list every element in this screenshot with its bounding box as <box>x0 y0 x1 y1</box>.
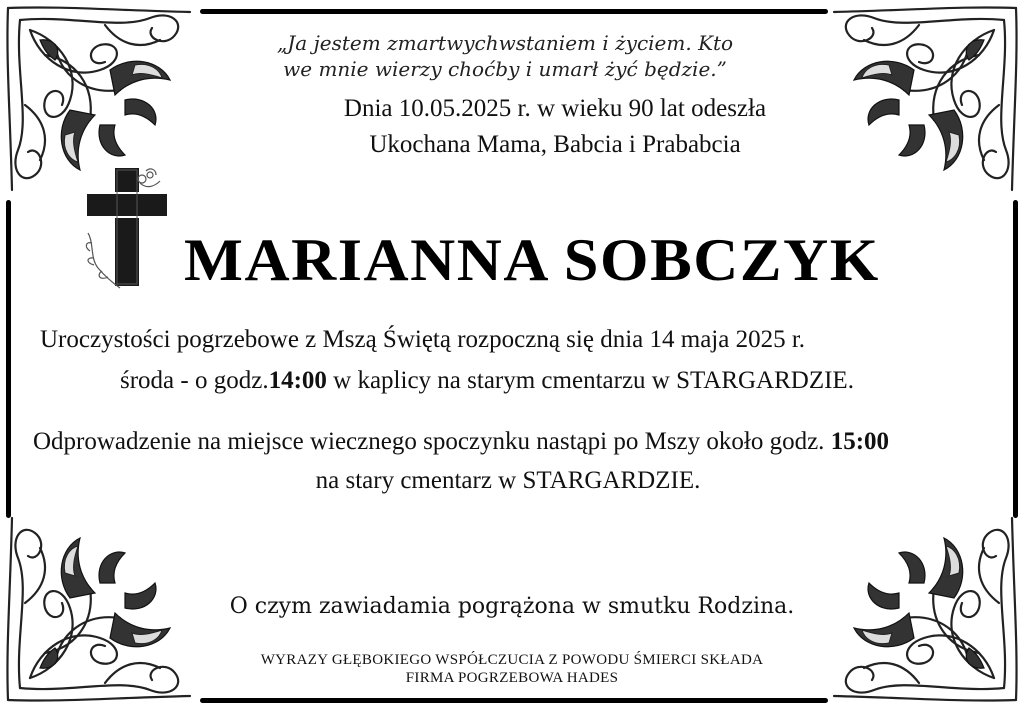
bottom-border-line <box>200 698 828 703</box>
announcement-line-1: Dnia 10.05.2025 r. w wieku 90 lat odeszła <box>343 95 767 122</box>
announcement-line-2: Ukochana Mama, Babcia i Prababcia <box>369 131 741 158</box>
ceremony-line-1: Uroczystości pogrzebowe z Mszą Świętą rozpoczną się dnia 14 maja 2025 r. <box>40 326 806 353</box>
quote-line-2: we mnie wierzy choćby i umarł żyć będzie.” <box>283 57 727 81</box>
quote-line-1: „Ja jestem zmartwychwstaniem i życiem. Kto <box>276 31 734 55</box>
cross-with-flowers-icon <box>80 163 172 293</box>
condolences-line-2: FIRMA POGRZEBOWA HADES <box>405 670 619 686</box>
ceremony-line-2 <box>120 367 854 395</box>
top-border-line <box>200 9 828 14</box>
ceremony-day-label: środa - o godz. <box>120 367 269 394</box>
procession-line-2: na stary cmentarz w STARGARDZIE. <box>315 467 701 494</box>
deceased-name: MARIANNA SOBCZYK <box>184 227 880 293</box>
ceremony-time: 14:00 <box>268 367 327 394</box>
procession-time: 15:00 <box>830 428 890 455</box>
procession-line-1 <box>33 428 889 456</box>
closing-statement: O czym zawiadamia pogrążona w smutku Rodzina. <box>229 594 795 619</box>
ceremony-location: w kaplicy na starym cmentarzu w STARGARDZIE. <box>326 367 854 394</box>
procession-text: Odprowadzenie na miejsce wiecznego spoczynku nastąpi po Mszy około godz. <box>33 428 825 455</box>
condolences-line-1: WYRAZY GŁĘBOKIEGO WSPÓŁCZUCIA Z POWODU ŚMIERCI SKŁADA <box>260 652 764 668</box>
